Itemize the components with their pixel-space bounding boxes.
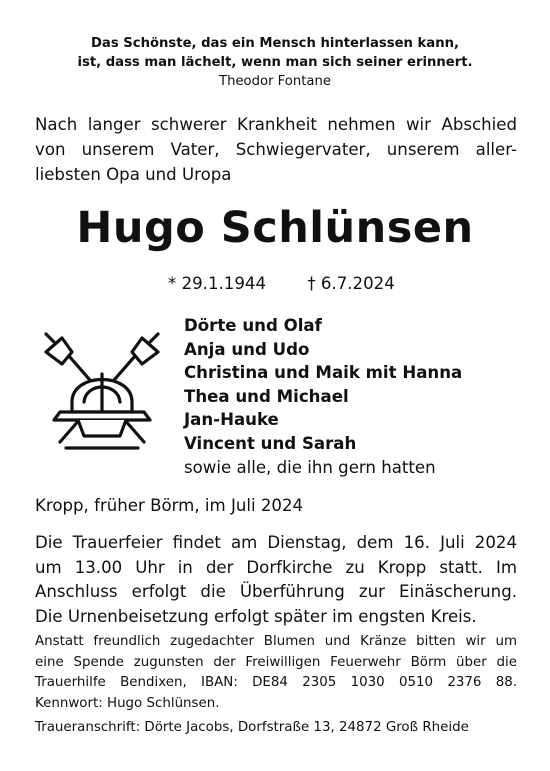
ceremony-line-4: Die Urnenbeisetzung erfolgt später im engsten Kreis. xyxy=(35,606,477,626)
donation-line-4: Kennwort: Hugo Schlünsen. xyxy=(35,695,220,711)
quote-line-1: Das Schönste, das ein Mensch hinterlassen kann, xyxy=(90,36,459,51)
mourner-entry: Jan-Hauke xyxy=(184,410,279,430)
ceremony-line-3: Anschluss erfolgt die Überführung zur Einäscherung. xyxy=(35,582,517,601)
death-date: † 6.7.2024 xyxy=(307,274,395,293)
deceased-name: Hugo Schlünsen xyxy=(76,203,474,253)
mourner-entry: Christina und Maik mit Hanna xyxy=(184,363,463,383)
intro-paragraph xyxy=(35,112,517,187)
donation-line-2: eine Spende zugunsten der Freiwilligen Feuerwehr Börm über die xyxy=(35,654,517,670)
quote-line-2: ist, dass man lächelt, wenn man sich seiner erinnert. xyxy=(77,55,473,70)
donation-line-1: Anstatt freundlich zugedachter Blumen und Kränze bitten wir um xyxy=(35,634,517,649)
donation-line-3: Trauerhilfe Bendixen, IBAN: DE84 2305 1030 0510 2376 88. xyxy=(35,675,517,690)
mourner-entry: Vincent und Sarah xyxy=(184,433,357,453)
mourners-closing: sowie alle, die ihn gern hatten xyxy=(184,457,436,477)
intro-line-3: liebsten Opa und Uropa xyxy=(35,165,232,184)
ceremony-line-2: um 13.00 Uhr in der Dorfkirche zu Kropp statt. Im xyxy=(35,557,517,577)
mourners-list xyxy=(184,314,462,479)
life-dates xyxy=(168,274,431,293)
quote-author: Theodor Fontane xyxy=(219,74,331,89)
donation-request xyxy=(35,632,517,714)
mourner-entry: Dörte und Olaf xyxy=(184,316,322,335)
birth-date: * 29.1.1944 xyxy=(168,274,267,293)
intro-line-1: Nach langer schwerer Krankheit nehmen wir Abschied xyxy=(35,115,517,134)
ceremony-line-1: Die Trauerfeier findet am Dienstag, dem 16. Juli 2024 xyxy=(35,533,517,552)
mourner-entry: Thea und Michael xyxy=(184,386,349,406)
funeral-service-info xyxy=(35,531,517,629)
firefighter-helmet-crossed-axes-icon xyxy=(32,330,172,455)
mourner-entry: Anja und Udo xyxy=(184,339,310,359)
mourning-address: Traueranschrift: Dörte Jacobs, Dorfstraße 13, 24872 Groß Rheide xyxy=(35,720,469,735)
place-and-date: Kropp, früher Börm, im Juli 2024 xyxy=(35,496,304,515)
intro-line-2: von unserem Vater, Schwiegervater, unserem aller- xyxy=(35,140,517,159)
epigraph-quote xyxy=(0,34,550,91)
